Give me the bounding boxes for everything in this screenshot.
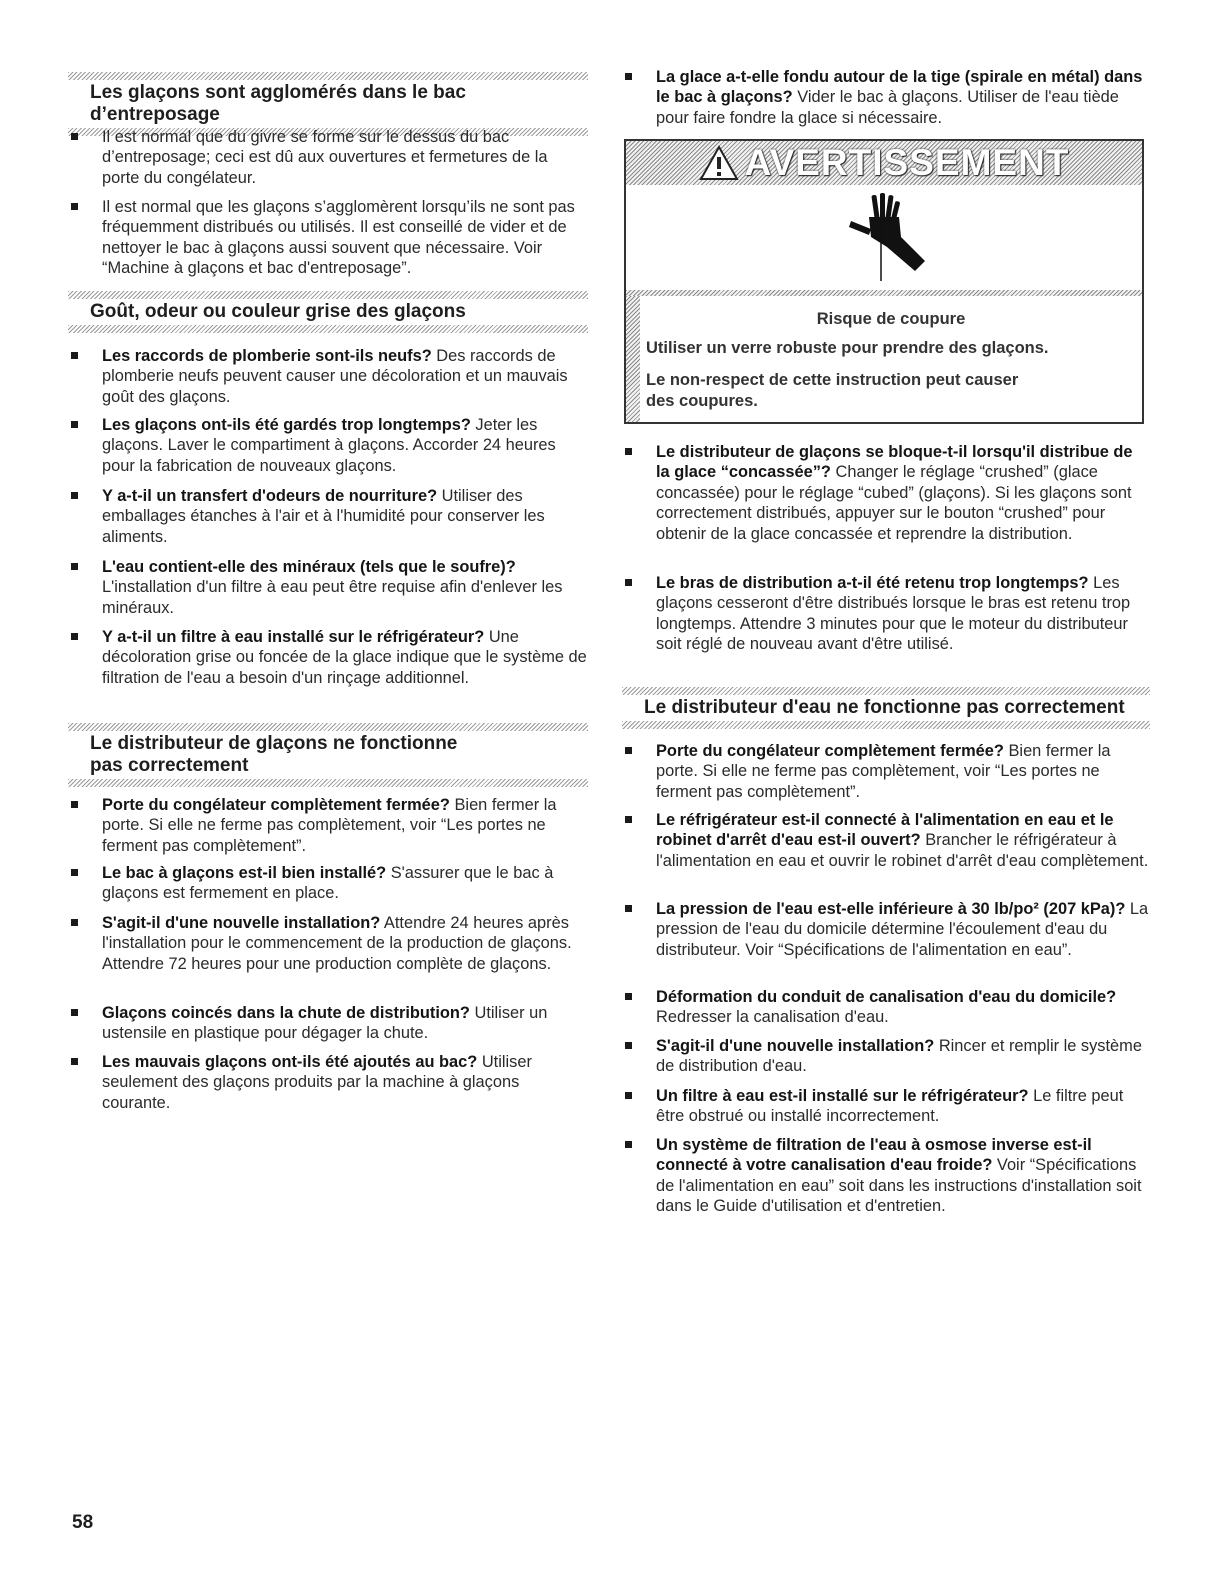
bullet-icon [71,492,78,499]
item-text: Utiliser des emballages étanches à l'air et à l'humidité pour conserver les aliments. [102,487,545,546]
list-item [622,1036,1150,1077]
list-item [622,987,1150,1028]
bullet-icon [625,993,632,1000]
cut-hand-icon [841,191,931,286]
item-question: Le distributeur de glaçons se bloque-t-il lorsqu'il distribue de la glace “concassée”? [656,443,1133,482]
item-text: Une décoloration grise ou foncée de la glace indique que le système de filtration de l'eau a besoin d'un rinçage additionnel. [102,628,587,687]
item-text: Des raccords de plomberie neufs peuvent causer une décoloration et un mauvais goût des glaçons. [102,347,568,406]
bullet-icon [71,1058,78,1065]
hatch-divider [622,687,1150,695]
list-item [68,415,588,476]
warning-header [626,141,1142,185]
item-text: Vider le bac à glaçons. Utiliser de l'eau tiède pour faire fondre la glace si nécessaire. [656,88,1119,127]
item-text: Le filtre peut être obstrué ou installé incorrectement. [656,1087,1124,1126]
list-item [622,1135,1150,1217]
item-question: L'eau contient-elle des minéraux (tels que le soufre)? [102,558,516,576]
item-text: Il est normal que les glaçons s’agglomèrent lorsqu’ils ne sont pas fréquemment distribués ou utilisés. Il est conseillé de vider et de nettoyer le bac à glaçons aussi souvent que nécessaire. Voir “Machine à glaçons et bac d'entreposage”. [102,198,575,278]
item-question: Porte du congélateur complètement fermée? [102,796,450,814]
item-text: S'assurer que le bac à glaçons est fermement en place. [102,864,554,903]
list-item [68,197,588,279]
section-title: Le distributeur de glaçons ne fonctionne pas correctement [90,733,458,776]
hatch-divider [68,779,588,787]
warning-box [624,139,1144,424]
warning-body-inner [640,296,1142,422]
list-item [68,486,588,547]
bullet-icon [625,1042,632,1049]
warning-body [626,296,1142,422]
item-text: Voir “Spécifications de l'alimentation en eau” soit dans les instructions d'installation soit dans le Guide d'utilisation et d'entretien. [656,1156,1142,1216]
list-item [622,741,1150,802]
item-text: La pression de l'eau du domicile détermine l'écoulement d'eau du distributeur. Voir “Spécifications de l'alimentation en eau”. [656,900,1149,959]
item-text: Rincer et remplir le système de distribution d'eau. [656,1037,1142,1076]
item-question: Y a-t-il un transfert d'odeurs de nourriture? [102,487,438,505]
bullet-icon [71,563,78,570]
list-item [68,346,588,407]
item-text: L'installation d'un filtre à eau peut être requise afin d'enlever les minéraux. [102,578,563,617]
item-question: Glaçons coincés dans la chute de distribution? [102,1004,470,1022]
item-text: Les glaçons cesseront d'être distribués lorsque le bras est retenu trop longtemps. Attendre 3 minutes pour que le moteur du distributeur soit réglé de nouveau avant d'être utilisé. [656,574,1131,654]
list-item [622,899,1150,960]
bullet-icon [625,747,632,754]
bullet-icon [625,1092,632,1099]
section-header [68,291,588,333]
list-item [622,442,1150,544]
list-item [68,913,588,974]
list-item [68,627,588,688]
bullet-icon [625,905,632,912]
item-question: Les glaçons ont-ils été gardés trop longtemps? [102,416,471,434]
page-number: 58 [72,1512,94,1533]
hatch-divider [68,723,588,731]
list-item [68,795,588,856]
item-text: Utiliser seulement des glaçons produits par la machine à glaçons courante. [102,1053,532,1112]
bullet-icon [71,133,78,140]
section-header [622,687,1150,729]
item-text: Bien fermer la porte. Si elle ne ferme pas complètement, voir “Les portes ne ferment pas complètement”. [102,796,557,855]
section-title: Goût, odeur ou couleur grise des glaçons [90,301,466,322]
item-question: Porte du congélateur complètement fermée? [656,742,1004,760]
list-item [622,1086,1150,1127]
hatch-divider [68,291,588,299]
warning-triangle-icon [699,145,739,181]
item-question: Le bac à glaçons est-il bien installé? [102,864,387,882]
bullet-icon [71,869,78,876]
item-question: S'agit-il d'une nouvelle installation? [656,1037,935,1055]
section-title: Le distributeur d'eau ne fonctionne pas correctement [644,697,1125,718]
bullet-icon [71,1009,78,1016]
list-item [68,557,588,618]
item-text: Il est normal que du givre se forme sur le dessus du bac d’entreposage; ceci est dû aux ouvertures et fermetures de la porte du congélateur. [102,128,548,187]
list-item [68,863,588,904]
bullet-icon [71,352,78,359]
hatch-divider [622,721,1150,729]
bullet-icon [625,448,632,455]
section-header [68,723,588,787]
warning-consequence-line1: Le non-respect de cette instruction peut causer [646,371,1019,389]
item-text: Changer le réglage “crushed” (glace concassée) pour le réglage “cubed” (glaçons). Si les glaçons sont correctement distribués, appuyer sur le bouton “crushed” pour obtenir de la glace concassée et reprendre la distribution. [656,463,1132,543]
warning-consequence-line2: des coupures. [646,392,758,410]
warning-icon-area [626,185,1142,290]
item-text: Utiliser un ustensile en plastique pour dégager la chute. [102,1004,548,1043]
item-question: Y a-t-il un filtre à eau installé sur le réfrigérateur? [102,628,485,646]
bullet-icon [71,801,78,808]
item-text: Redresser la canalisation d'eau. [656,1008,889,1027]
item-text: Brancher le réfrigérateur à l'alimentation en eau et ouvrir le robinet d'arrêt d'eau complètement. [656,831,1149,870]
hatch-divider [68,325,588,333]
item-question: La glace a-t-elle fondu autour de la tige (spirale en métal) dans le bac à glaçons? [656,68,1143,107]
list-item [622,573,1150,655]
item-question: Un filtre à eau est-il installé sur le réfrigérateur? [656,1087,1029,1105]
bullet-icon [71,633,78,640]
list-item [622,67,1150,128]
item-text: Bien fermer la porte. Si elle ne ferme pas complètement, voir “Les portes ne ferment pas complètement”. [656,742,1111,801]
item-question: Le bras de distribution a-t-il été retenu trop longtemps? [656,574,1089,592]
list-item [68,127,588,188]
item-question: S'agit-il d'une nouvelle installation? [102,914,381,932]
item-question: Un système de filtration de l'eau à osmose inverse est-il connecté à votre canalisation d'eau froide? [656,1136,1092,1175]
item-question: La pression de l'eau est-elle inférieure à 30 lb/po² (207 kPa)? [656,900,1126,918]
list-item [68,1052,588,1113]
bullet-icon [625,1141,632,1148]
bullet-icon [625,816,632,823]
bullet-icon [71,421,78,428]
risk-title: Risque de coupure [816,310,966,328]
bullet-icon [71,203,78,210]
item-question: Les mauvais glaçons ont-ils été ajoutés au bac? [102,1053,478,1071]
item-question: Le réfrigérateur est-il connecté à l'alimentation en eau et le robinet d'arrêt d'eau est-il ouvert? [656,811,1114,850]
list-item [68,1003,588,1044]
item-text: Jeter les glaçons. Laver le compartiment à glaçons. Accorder 24 heures pour la fabrication de nouveaux glaçons. [102,416,556,475]
bullet-icon [71,919,78,926]
item-text: Attendre 24 heures après l'installation pour le commencement de la production de glaçons. Attendre 72 heures pour une production complète de glaçons. [102,914,572,973]
hatch-divider [68,72,588,80]
item-question: Déformation du conduit de canalisation d'eau du domicile? [656,988,1117,1006]
list-item [622,810,1150,871]
warning-instruction: Utiliser un verre robuste pour prendre des glaçons. [646,339,1049,357]
bullet-icon [625,73,632,80]
section-title: Les glaçons sont agglomérés dans le bac d’entreposage [90,82,466,125]
bullet-icon [625,579,632,586]
item-question: Les raccords de plomberie sont-ils neufs? [102,347,432,365]
warning-title: AVERTISSEMENT [744,142,1070,183]
